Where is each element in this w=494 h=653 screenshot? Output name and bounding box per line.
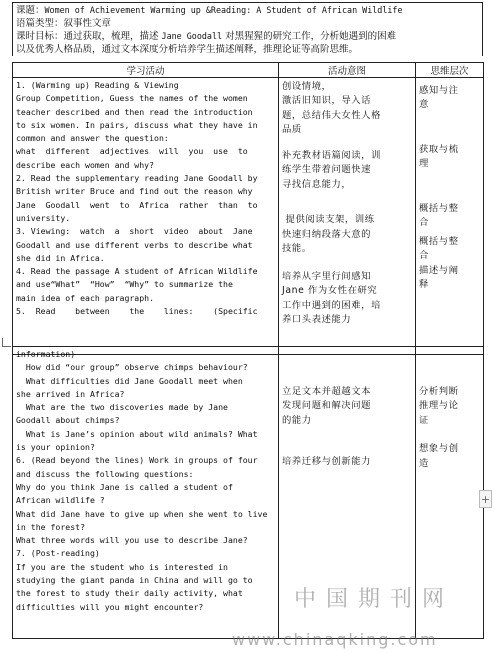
- header-intent: 活动意图: [279, 63, 416, 78]
- level-6: 分析判断 推理与论 证: [419, 385, 459, 426]
- goal-part-a: 课时目标：通过获取，梳理，描述: [16, 31, 162, 42]
- question-observe: How did “our group” observe chimps behaviour?: [16, 362, 248, 373]
- activity-1: 1. (Warming up) Reading & Viewing Group Competition, Guess the names of the women teacher described and then read the introduction to six women. In pairs, discuss what they have in common and answer the question: what different adjectives will you use to describe each women and why?: [16, 80, 258, 170]
- level-5: 描述与阐 释: [419, 264, 459, 290]
- header-activity: 学习活动: [13, 63, 279, 78]
- title-prefix: 课题：: [16, 5, 45, 16]
- goal-name: Jane Goodall: [161, 31, 223, 41]
- level-2: 获取与梳 理: [419, 143, 459, 169]
- lesson-title: [16, 4, 479, 18]
- lesson-goal-line2: 以及优秀人格品质，通过文本深度分析培养学生描述阐释，推理论证等高阶思维。: [16, 43, 359, 55]
- intent-3: 提供阅读支架，训练 快速归纳段落大意的 技能。: [282, 214, 375, 254]
- activity-cell: [13, 78, 279, 355]
- intent-2: 补充教材语篇阅读，训 练学生带着问题快速 寻找信息能力，: [282, 149, 381, 190]
- lesson-header: [12, 2, 483, 56]
- intent-6: 培养迁移与创新能力: [282, 456, 372, 467]
- title-text: Women of Achievement Warming up &Reading: A Student of African Wildlife: [44, 5, 403, 15]
- activity-4: 4. Read the passage A student of African Wildlife and use“What” “How” “Why” to summarize the main idea of each paragraph.: [16, 266, 258, 303]
- intent-4: 培养从字里行间感知 Jane 作为女性在研究 工作中遇到的困难，培 养口头表述能力: [282, 270, 381, 325]
- activity-5-start: 5. Read between the lines: (Specific: [16, 306, 258, 317]
- level-7: 想象与创 造: [419, 443, 459, 469]
- table-header-row: [13, 63, 484, 78]
- lesson-goal-line1: [16, 30, 479, 44]
- activity-3: 3. Viewing: watch a short video about Jane Goodall and use different verbs to describe what she did in Africa.: [16, 226, 253, 263]
- type-value: 叙事性文章: [63, 17, 112, 29]
- goal-part-b: 对黑猩猩的研究工作，分析她遇到的困难: [222, 31, 397, 42]
- intent-5: 立足文本并超越文本 发现问题和解决问题 的能力: [282, 385, 372, 426]
- question-opinion: What is Jane’s opinion about wild animals? What is your opinion?: [16, 428, 258, 453]
- text-type: [16, 18, 479, 31]
- level-cell: [416, 78, 484, 355]
- level-1: 感知与注 意: [419, 84, 459, 110]
- activity-2: 2. Read the supplementary reading Jane Goodall by British writer Bruce and find out the reason why Jane Goodall went to Africa rather than to university.: [16, 173, 258, 223]
- watermark-cn: 中国期刊网: [294, 587, 455, 612]
- type-label: 语篇类型：: [16, 17, 64, 29]
- activity-7: 7. (Post-reading) If you are the student who is interested in studying the giant panda in China and will go to the forest to study their daily activity, what difficulties will you might encounter?: [16, 548, 253, 612]
- intent-1: 创设情境， 激活旧知识，导入话 题，总结伟大女性人格 品质: [282, 80, 381, 135]
- activity-6: 6. (Read beyond the lines) Work in groups of four and discuss the following questions: Why do you think Jane is called a student of African wildlife ? What did Jane have to give up when she went to live in the forest? What three words will you use to describe Jane?: [16, 455, 268, 546]
- watermark-url: www.chinaqking.com: [232, 630, 438, 649]
- activity-table-page1: [12, 62, 484, 355]
- question-difficulties: What difficulties did Jane Goodall meet when she arrived in Africa?: [16, 375, 243, 399]
- activity-cell: [13, 347, 279, 639]
- expand-button[interactable]: +: [479, 490, 492, 508]
- table-row: [13, 78, 484, 355]
- intent-cell: [279, 78, 416, 355]
- header-level: 思维层次: [416, 63, 484, 78]
- level-4: 概括与整 合: [419, 235, 459, 261]
- question-discoveries: What are the two discoveries made by Jane Goodall about chimps?: [16, 402, 228, 426]
- level-3: 概括与整 合: [419, 202, 459, 228]
- page-corner-mark: [2, 338, 11, 347]
- activity-5-continued: information): [16, 349, 76, 359]
